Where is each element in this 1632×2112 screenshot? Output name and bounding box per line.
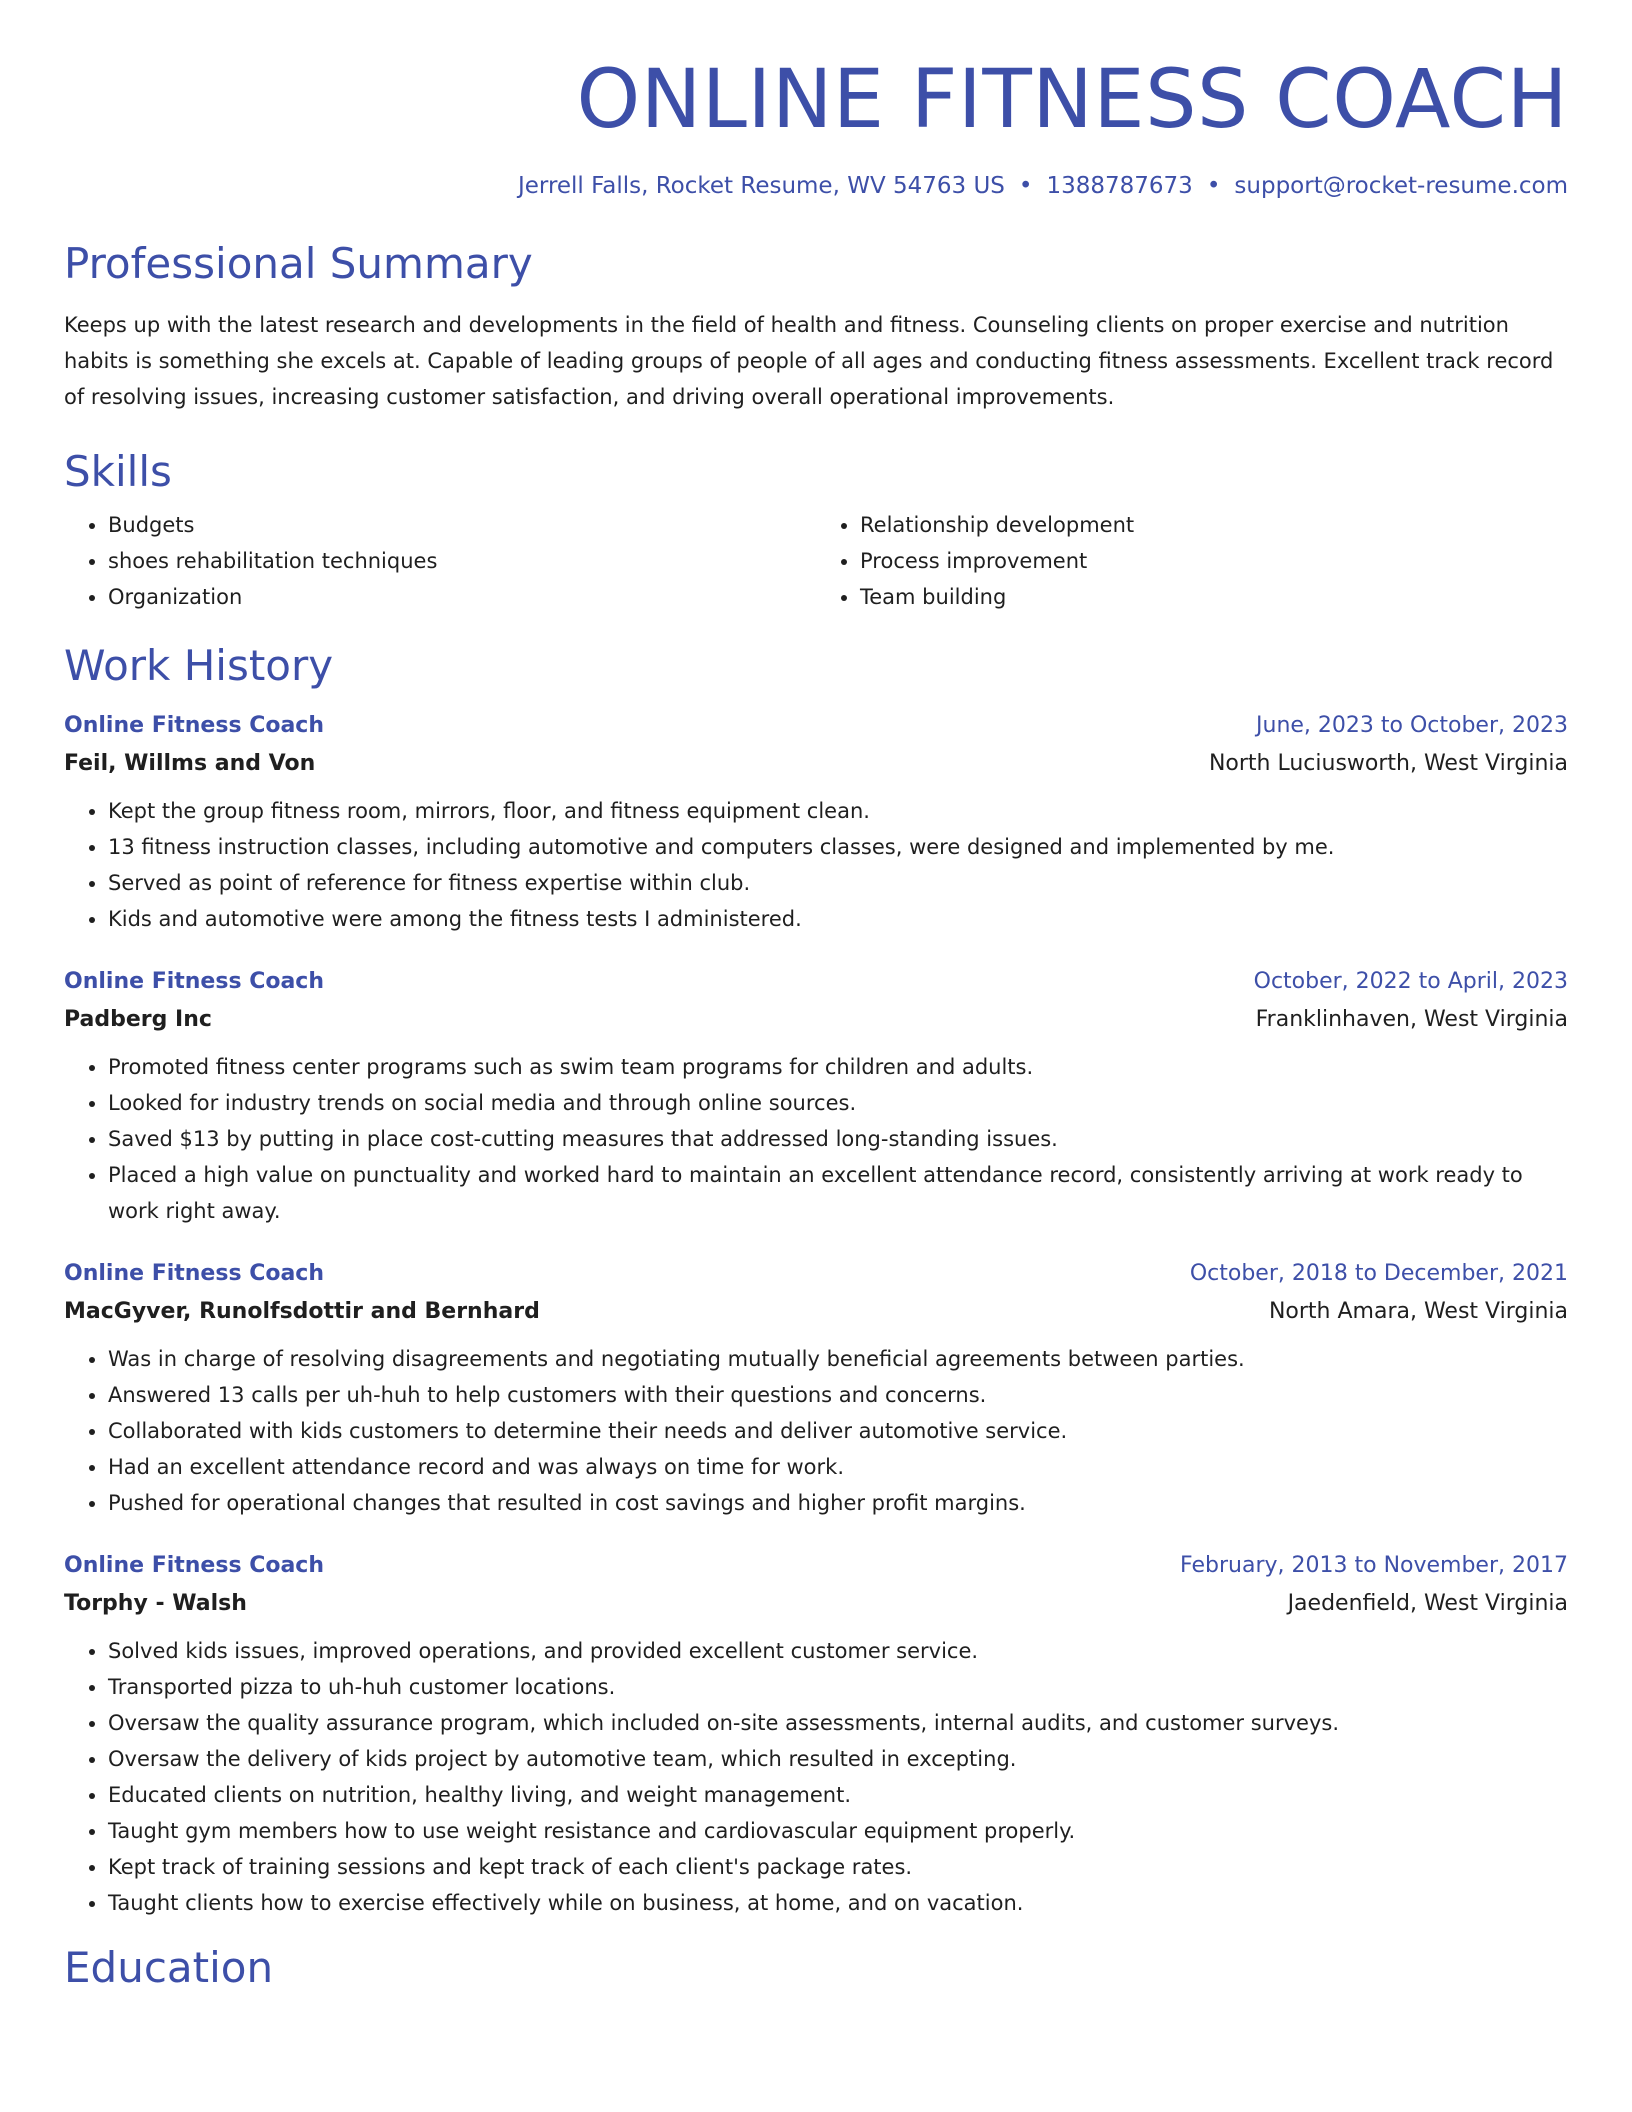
contact-phone: 1388787673	[1046, 173, 1193, 200]
job-entry	[64, 707, 1568, 937]
job-bullet: • Promoted fitness center programs such as swim team programs for children and adults.	[108, 1049, 1568, 1085]
job-entry	[64, 963, 1568, 1229]
job-company: Padberg Inc	[64, 1007, 212, 1033]
job-entry	[64, 1547, 1568, 1921]
summary-text: Keeps up with the latest research and developments in the field of health and fitness. Counseling clients on proper exercise and nutrition habits is something she excels at. Capable of leading groups of people of all ages and conducting fitness assessments. Excellent track record of resolving issues, increasing customer satisfaction, and driving overall operational improvements.	[64, 313, 1554, 410]
skills-column-left	[64, 507, 816, 615]
skill-item: • Organization	[108, 579, 816, 615]
job-company: Feil, Willms and Von	[64, 751, 316, 777]
job-bullet: • Taught clients how to exercise effectively while on business, at home, and on vacation.	[108, 1885, 1568, 1921]
summary-heading: Professional Summary	[64, 239, 533, 289]
job-bullets	[64, 1341, 1568, 1521]
job-company-row	[64, 745, 1568, 783]
job-dates: October, 2022 to April, 2023	[1253, 969, 1568, 995]
job-title-row	[64, 1547, 1568, 1585]
work-history-heading: Work History	[64, 641, 334, 691]
contact-separator: •	[1206, 173, 1221, 200]
job-bullet: • Kept track of training sessions and kept track of each client's package rates.	[108, 1849, 1568, 1885]
job-bullet: • Taught gym members how to use weight resistance and cardiovascular equipment properly.	[108, 1813, 1568, 1849]
job-company: MacGyver, Runolfsdottir and Bernhard	[64, 1299, 540, 1325]
job-bullets	[64, 1633, 1568, 1921]
job-bullet: • Educated clients on nutrition, healthy living, and weight management.	[108, 1777, 1568, 1813]
contact-address: Jerrell Falls, Rocket Resume, WV 54763 US	[517, 173, 1005, 200]
job-entry	[64, 1255, 1568, 1521]
job-title-row	[64, 1255, 1568, 1293]
job-location: North Amara, West Virginia	[1268, 1299, 1568, 1325]
skill-item: • Relationship development	[860, 507, 1568, 543]
job-dates: June, 2023 to October, 2023	[1256, 713, 1568, 739]
skills-heading: Skills	[64, 447, 172, 497]
job-bullet: • Had an excellent attendance record and was always on time for work.	[108, 1449, 1568, 1485]
job-bullets	[64, 793, 1568, 937]
job-role: Online Fitness Coach	[64, 969, 325, 995]
job-company-row	[64, 1001, 1568, 1039]
job-bullet: • Looked for industry trends on social media and through online sources.	[108, 1085, 1568, 1121]
job-bullet: • Transported pizza to uh-huh customer locations.	[108, 1669, 1568, 1705]
job-bullet: • Answered 13 calls per uh-huh to help customers with their questions and concerns.	[108, 1377, 1568, 1413]
job-location: Jaedenfield, West Virginia	[1287, 1591, 1568, 1617]
job-location: North Luciusworth, West Virginia	[1208, 751, 1568, 777]
resume-header	[64, 0, 1568, 199]
skills-list	[64, 507, 1568, 615]
job-role: Online Fitness Coach	[64, 1261, 325, 1287]
job-bullet: • Kids and automotive were among the fitness tests I administered.	[108, 901, 1568, 937]
skill-item: • shoes rehabilitation techniques	[108, 543, 816, 579]
job-bullets	[64, 1049, 1568, 1229]
job-company-row	[64, 1585, 1568, 1623]
job-bullet: • Oversaw the delivery of kids project by automotive team, which resulted in excepting.	[108, 1741, 1568, 1777]
job-bullet: • Solved kids issues, improved operations, and provided excellent customer service.	[108, 1633, 1568, 1669]
contact-separator: •	[1018, 173, 1033, 200]
job-bullet: • Pushed for operational changes that resulted in cost savings and higher profit margins.	[108, 1485, 1568, 1521]
job-bullet: • Served as point of reference for fitness expertise within club.	[108, 865, 1568, 901]
job-company: Torphy - Walsh	[64, 1591, 247, 1617]
job-bullet: • Saved $13 by putting in place cost-cutting measures that addressed long-standing issues.	[108, 1121, 1568, 1157]
job-dates: October, 2018 to December, 2021	[1189, 1261, 1568, 1287]
job-role: Online Fitness Coach	[64, 713, 325, 739]
education-heading: Education	[64, 1943, 274, 1993]
resume-title: ONLINE FITNESS COACH	[576, 53, 1568, 147]
job-location: Franklinhaven, West Virginia	[1255, 1007, 1568, 1033]
job-bullet: • Collaborated with kids customers to determine their needs and deliver automotive service.	[108, 1413, 1568, 1449]
job-company-row	[64, 1293, 1568, 1331]
contact-line	[64, 173, 1568, 199]
skill-item: • Team building	[860, 579, 1568, 615]
skill-item: • Budgets	[108, 507, 816, 543]
job-title-row	[64, 707, 1568, 745]
job-bullet: • Placed a high value on punctuality and worked hard to maintain an excellent attendance record, consistently arriving at work ready to work right away.	[108, 1157, 1568, 1229]
job-dates: February, 2013 to November, 2017	[1180, 1553, 1568, 1579]
job-bullet: • 13 fitness instruction classes, including automotive and computers classes, were designed and implemented by me.	[108, 829, 1568, 865]
job-role: Online Fitness Coach	[64, 1553, 325, 1579]
contact-email: support@rocket-resume.com	[1234, 173, 1568, 200]
job-bullet: • Oversaw the quality assurance program, which included on-site assessments, internal audits, and customer surveys.	[108, 1705, 1568, 1741]
skills-column-right	[816, 507, 1568, 615]
job-title-row	[64, 963, 1568, 1001]
job-bullet: • Kept the group fitness room, mirrors, floor, and fitness equipment clean.	[108, 793, 1568, 829]
job-bullet: • Was in charge of resolving disagreements and negotiating mutually beneficial agreements between parties.	[108, 1341, 1568, 1377]
skill-item: • Process improvement	[860, 543, 1568, 579]
